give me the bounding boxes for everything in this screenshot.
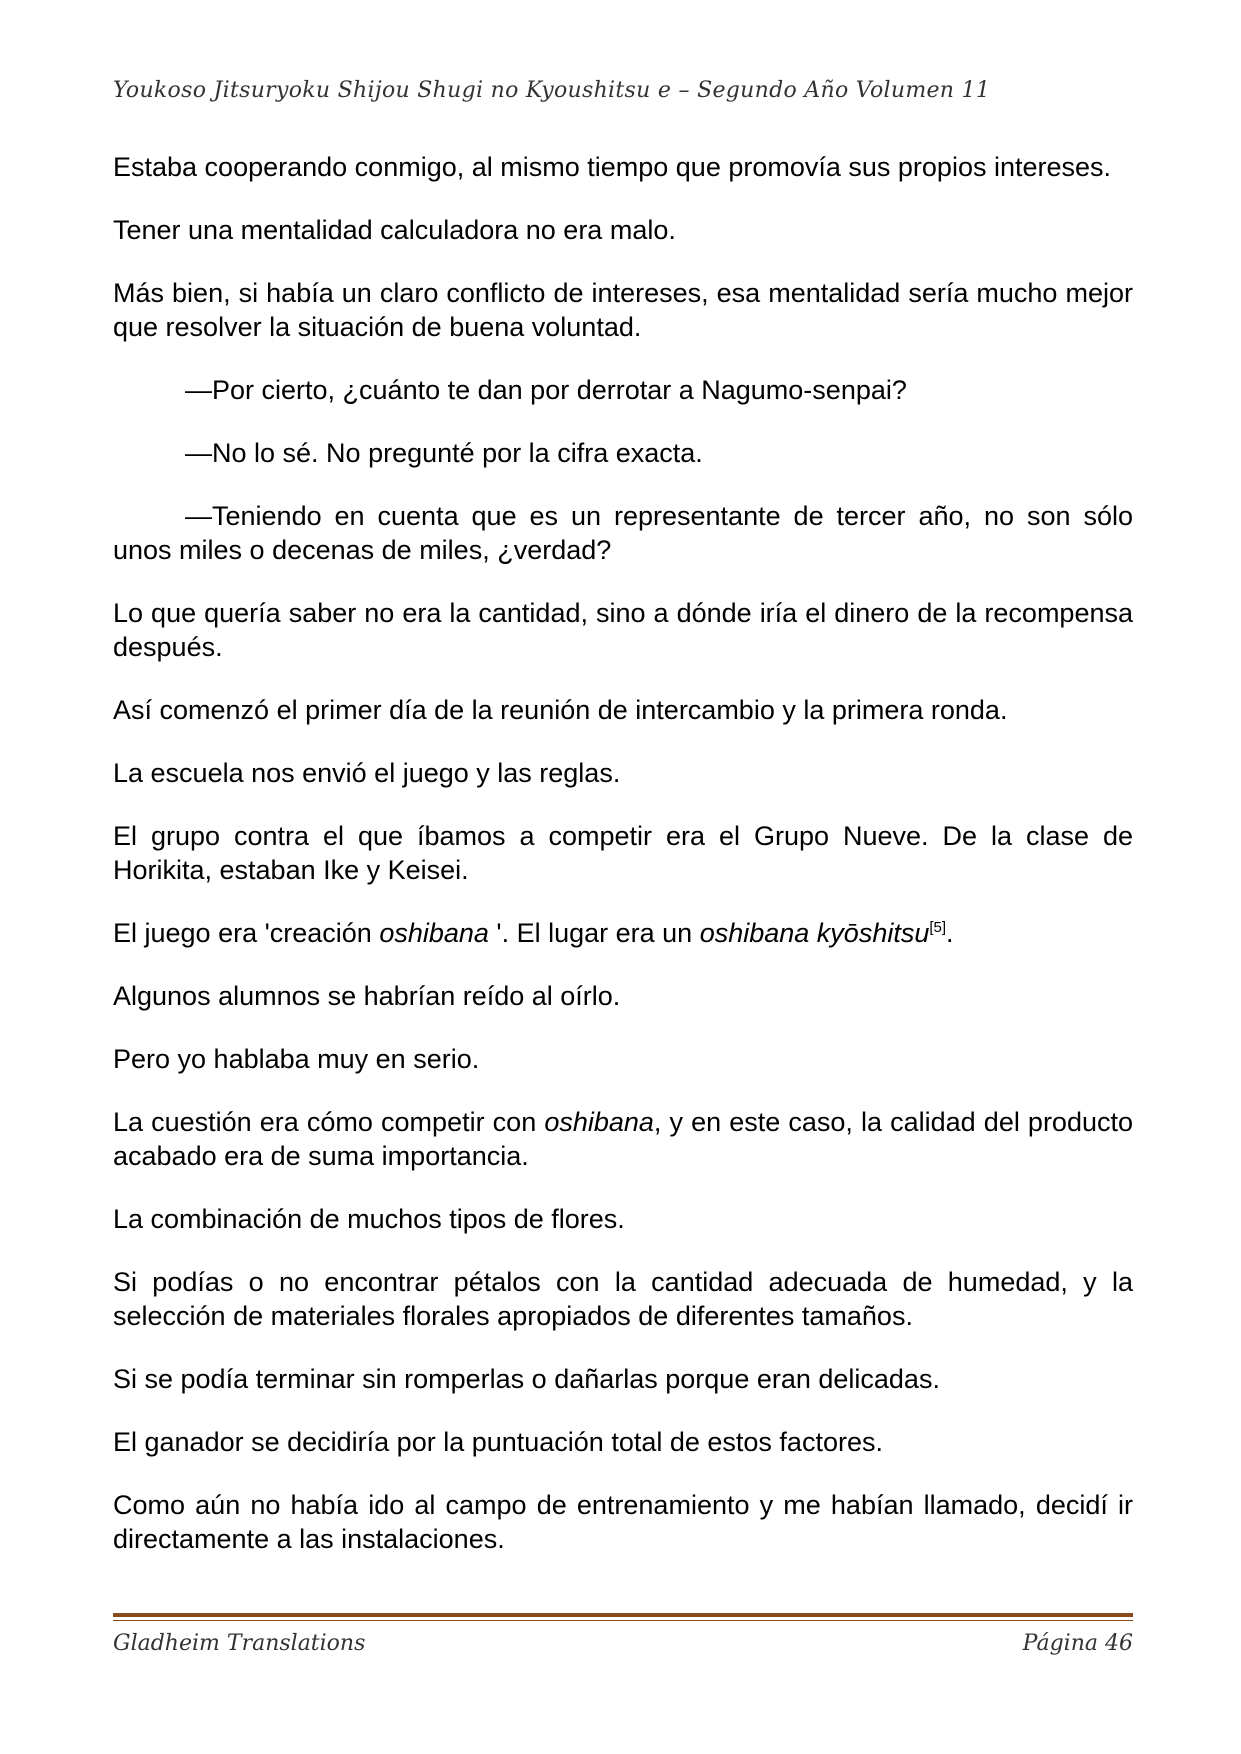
- italic-term: oshibana: [544, 1107, 654, 1137]
- paragraph: Si se podía terminar sin romperlas o dañarlas porque eran delicadas.: [113, 1364, 940, 1394]
- text-run: El juego era 'creación: [113, 918, 380, 948]
- paragraph: Así comenzó el primer día de la reunión de intercambio y la primera ronda.: [113, 695, 1008, 725]
- footer-divider-thick: [113, 1613, 1133, 1617]
- text-run: , y en este caso, la calidad del producto acabado era de suma importancia.: [113, 1107, 1134, 1171]
- paragraph: Más bien, si había un claro conflicto de intereses, esa mentalidad sería mucho mejor que resolver la situación de buena voluntad.: [113, 278, 1133, 342]
- paragraph: [113, 1105, 1133, 1173]
- paragraph: Algunos alumnos se habrían reído al oírlo.: [113, 981, 621, 1011]
- paragraph: Lo que quería saber no era la cantidad, sino a dónde iría el dinero de la recompensa después.: [113, 598, 1133, 662]
- footer-divider-thin: [113, 1620, 1133, 1621]
- italic-term: oshibana kyōshitsu: [699, 918, 930, 948]
- page-body: [113, 150, 1133, 1585]
- page-header: Youkoso Jitsuryoku Shijou Shugi no Kyoushitsu e – Segundo Año Volumen 11: [113, 78, 991, 103]
- paragraph: [113, 916, 1133, 950]
- italic-term: oshibana: [379, 918, 489, 948]
- paragraph: El grupo contra el que íbamos a competir era el Grupo Nueve. De la clase de Horikita, estaban Ike y Keisei.: [113, 821, 1133, 885]
- footer-credit: Gladheim Translations: [113, 1631, 366, 1656]
- paragraph: La escuela nos envió el juego y las reglas.: [113, 758, 621, 788]
- paragraph: El ganador se decidiría por la puntuación total de estos factores.: [113, 1427, 883, 1457]
- paragraph: Si podías o no encontrar pétalos con la cantidad adecuada de humedad, y la selección de materiales florales apropiados de diferentes tamaños.: [113, 1267, 1133, 1331]
- text-run: La cuestión era cómo competir con: [113, 1107, 545, 1137]
- paragraph: La combinación de muchos tipos de flores.: [113, 1204, 625, 1234]
- dialogue-line: —Por cierto, ¿cuánto te dan por derrotar a Nagumo-senpai?: [185, 375, 907, 405]
- paragraph: Como aún no había ido al campo de entrenamiento y me habían llamado, decidí ir directamente a las instalaciones.: [113, 1490, 1133, 1554]
- text-run: .: [946, 918, 954, 948]
- paragraph: Tener una mentalidad calculadora no era malo.: [113, 215, 676, 245]
- page-number: Página 46: [1022, 1631, 1133, 1656]
- footnote-reference[interactable]: [5]: [929, 919, 947, 936]
- text-run: '. El lugar era un: [488, 918, 700, 948]
- paragraph: Pero yo hablaba muy en serio.: [113, 1044, 480, 1074]
- dialogue-line: —No lo sé. No pregunté por la cifra exacta.: [185, 438, 703, 468]
- dialogue-line: —Teniendo en cuenta que es un representante de tercer año, no son sólo unos miles o decenas de miles, ¿verdad?: [113, 501, 1133, 565]
- paragraph: Estaba cooperando conmigo, al mismo tiempo que promovía sus propios intereses.: [113, 152, 1112, 182]
